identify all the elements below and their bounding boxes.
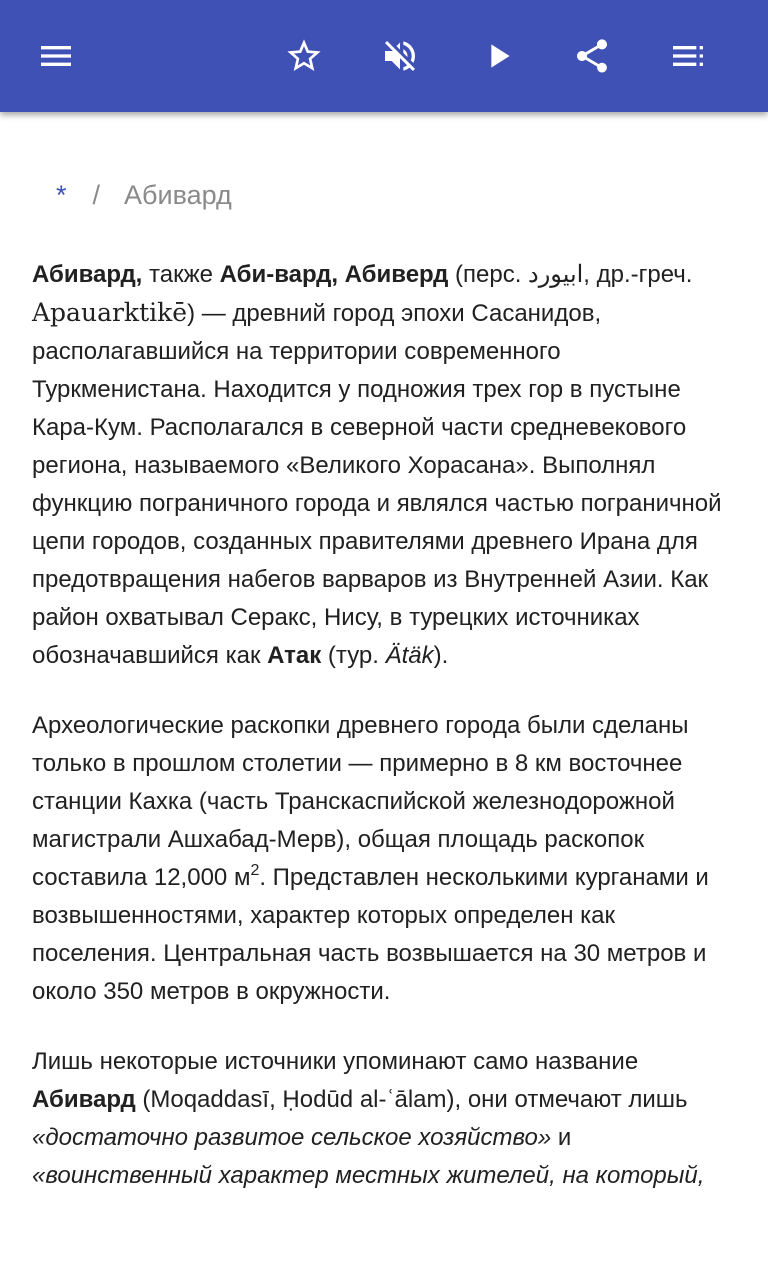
list-icon xyxy=(668,36,708,76)
text-run: также xyxy=(142,261,220,288)
breadcrumb-current: Абивард xyxy=(124,180,232,210)
text-run: (перс. xyxy=(448,261,529,288)
text-run: Лишь некоторые источники упоминают само название xyxy=(32,1048,639,1075)
text-run: ). xyxy=(433,642,449,669)
text-run: (Moqaddasī, Ḥodūd al-ʿālam), они отмечают лишь xyxy=(135,1086,688,1113)
italic-term: Ätäk xyxy=(385,642,434,669)
text-run: ) — древний город эпохи Сасанидов, располагавшийся на территории современного Туркменистана. Находится у подножия трех гор в пустыне Кара-Кум. Располагался в северной части средневекового региона, называемого «Великого Хорасана». Выполнял функцию пограничного города и являлся частью пограничной цепи городов, созданных правителями древнего Ирана для предотвращения набегов варваров из Внутренней Азии. Как район охватывал Серакс, Нису, в турецких источниках обозначавшийся как xyxy=(32,300,722,669)
bold-term: Абивард, xyxy=(32,261,143,288)
play-icon xyxy=(478,36,518,76)
italic-quote: «достаточно развитое сельское хозяйство» xyxy=(32,1124,552,1151)
italic-quote: «воинственный характер местных жителей, на который, xyxy=(32,1162,705,1189)
bold-term: Атак xyxy=(267,642,322,669)
persian-name: ابیورد xyxy=(528,261,584,288)
share-button[interactable] xyxy=(564,28,620,84)
hamburger-menu-icon xyxy=(36,36,76,76)
article-paragraph-2 xyxy=(32,707,740,1011)
breadcrumb xyxy=(56,180,232,211)
play-button[interactable] xyxy=(470,28,526,84)
menu-button[interactable] xyxy=(28,28,84,84)
text-run: (тур. xyxy=(321,642,386,669)
table-of-contents-button[interactable] xyxy=(660,28,716,84)
breadcrumb-separator: / xyxy=(92,180,101,210)
app-toolbar xyxy=(0,0,768,112)
bold-term: Абивард xyxy=(32,1086,136,1113)
star-outline-icon xyxy=(284,36,324,76)
text-run: , др.-греч. xyxy=(583,261,693,288)
text-run: . Представлен несколькими курганами и возвышенностями, характер которых определен как поселения. Центральная часть возвышается на 30 метров и около 350 метров в окружности. xyxy=(32,864,709,1005)
article-paragraph-3 xyxy=(32,1043,740,1195)
favorite-button[interactable] xyxy=(276,28,332,84)
volume-off-icon xyxy=(380,36,420,76)
text-run: Археологические раскопки древнего города были сделаны только в прошлом столетии — примерно в 8 км восточнее станции Кахка (часть Транскаспийской железнодорожной магистрали Ашхабад-Мерв), общая площадь раскопок составила 12,000 м xyxy=(32,712,689,891)
article-paragraph-1 xyxy=(32,256,740,675)
greek-name: Apauarktikē xyxy=(32,298,188,327)
article-body xyxy=(32,256,740,1227)
superscript: 2 xyxy=(250,862,260,879)
bold-term: Аби-вард, Абиверд xyxy=(219,261,449,288)
text-run: и xyxy=(551,1124,572,1151)
sound-toggle-button[interactable] xyxy=(372,28,428,84)
share-icon xyxy=(572,36,612,76)
breadcrumb-home-link[interactable]: * xyxy=(56,180,67,210)
